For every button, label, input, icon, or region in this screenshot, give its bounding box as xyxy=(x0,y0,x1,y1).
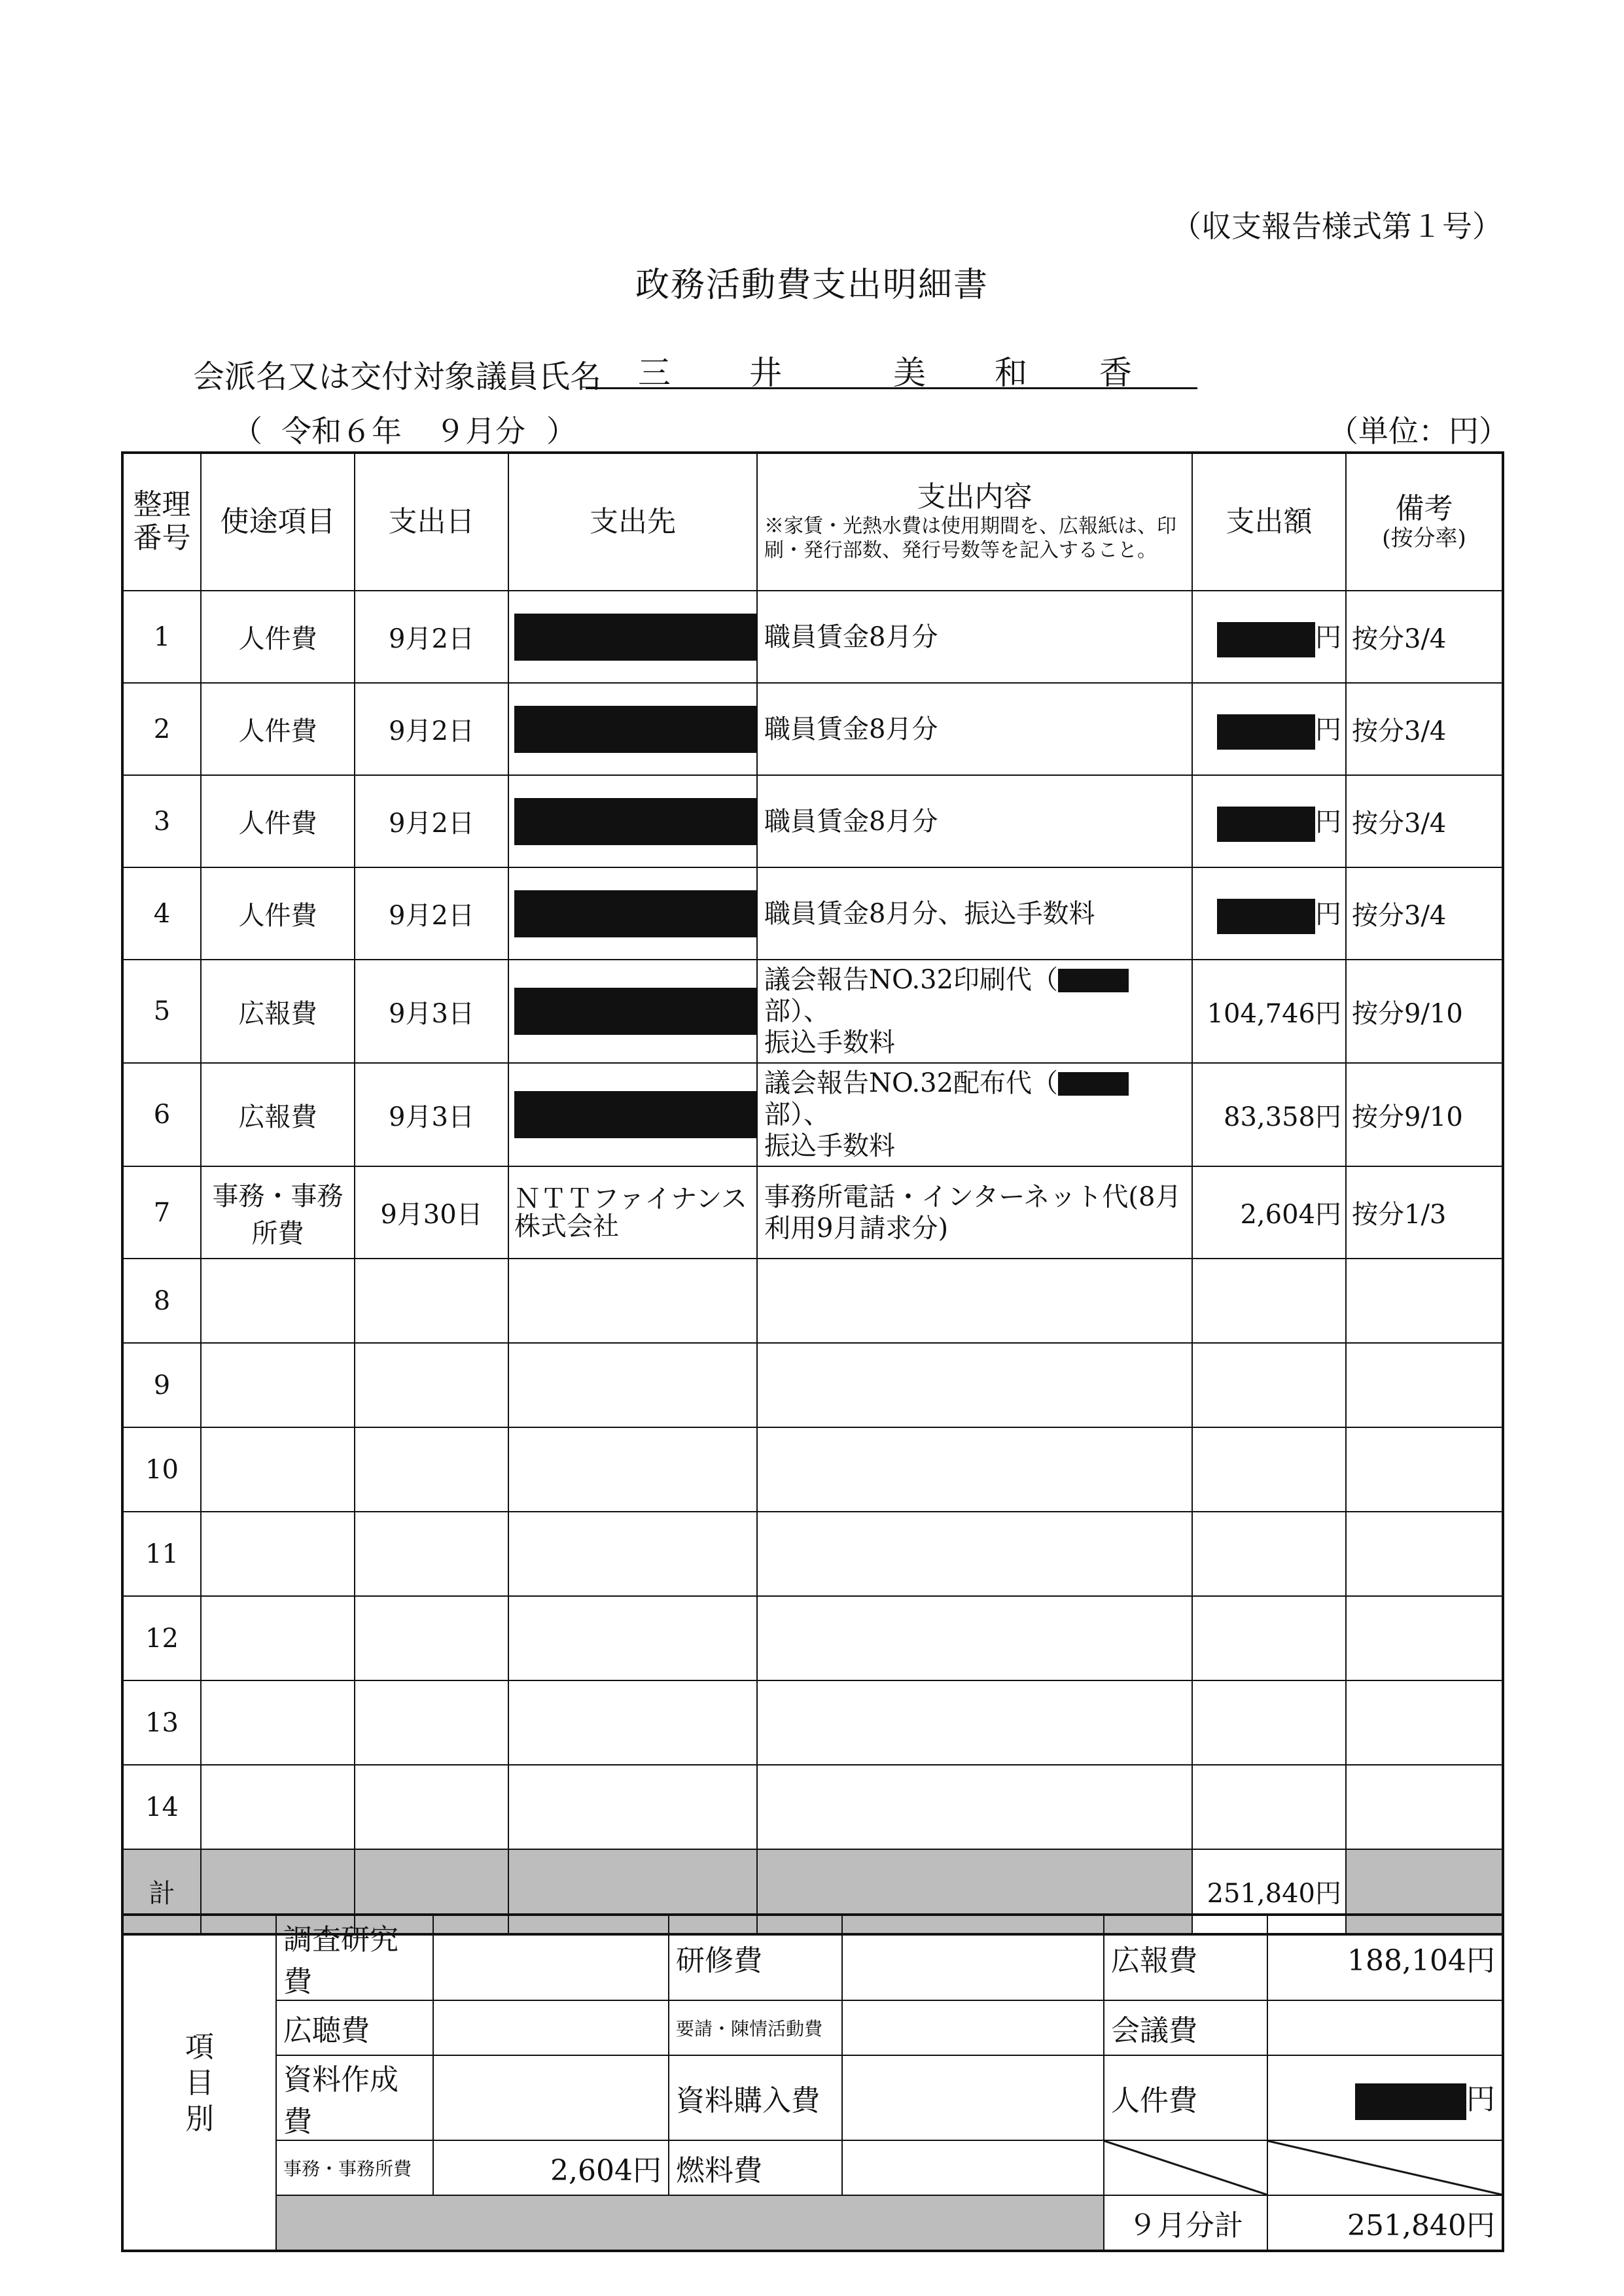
row-remarks: 按分1/3 xyxy=(1346,1166,1503,1259)
table-row xyxy=(122,591,1503,683)
row-description: 議会報告NO.32配布代（部）、 振込手数料 xyxy=(757,1063,1192,1166)
row-amount: 83,358円 xyxy=(1192,1063,1346,1166)
table-row xyxy=(122,1259,1503,1343)
table-row xyxy=(122,775,1503,867)
row-amount: 円 xyxy=(1192,867,1346,960)
summary-office-amount: 2,604円 xyxy=(433,2140,669,2195)
row-number: 5 xyxy=(122,960,201,1063)
summary-month-total-amount: 251,840円 xyxy=(1267,2195,1503,2251)
row-description: 職員賃金8月分 xyxy=(757,591,1192,683)
row-amount: 2,604円 xyxy=(1192,1166,1346,1259)
row-remarks: 按分9/10 xyxy=(1346,1063,1503,1166)
row-remarks: 按分3/4 xyxy=(1346,867,1503,960)
redaction-block xyxy=(514,614,756,661)
redaction-block xyxy=(1217,622,1315,657)
row-date: 9月2日 xyxy=(355,591,508,683)
row-number: 2 xyxy=(122,683,201,775)
summary-month-total-label: ９月分計 xyxy=(1104,2195,1267,2251)
member-name xyxy=(586,347,1197,392)
row-description: 職員賃金8月分 xyxy=(757,683,1192,775)
table-row xyxy=(122,1512,1503,1596)
row-remarks: 按分3/4 xyxy=(1346,683,1503,775)
table-row xyxy=(122,960,1503,1063)
header-content xyxy=(757,453,1192,591)
row-number: 10 xyxy=(122,1427,201,1512)
redaction-block xyxy=(514,706,756,753)
row-date: 9月3日 xyxy=(355,960,508,1063)
summary-diagonal-cell xyxy=(1104,2140,1267,2195)
redaction-block xyxy=(1217,714,1315,750)
row-date: 9月2日 xyxy=(355,683,508,775)
summary-personnel-label: 人件費 xyxy=(1104,2055,1267,2140)
period-month: ９月分 xyxy=(435,413,525,449)
period-open: （ xyxy=(232,413,262,449)
table-header-row xyxy=(122,453,1503,591)
summary-personnel-amount: 円 xyxy=(1267,2055,1503,2140)
header-amount: 支出額 xyxy=(1192,453,1346,591)
row-category: 人件費 xyxy=(201,775,355,867)
row-date: 9月30日 xyxy=(355,1166,508,1259)
header-category: 使途項目 xyxy=(201,453,355,591)
member-name-char: 和 xyxy=(995,354,1027,392)
summary-hearing-label: 広聴費 xyxy=(276,2000,433,2055)
row-description: 職員賃金8月分、振込手数料 xyxy=(757,867,1192,960)
row-payee xyxy=(508,591,757,683)
redaction-block xyxy=(1058,1072,1129,1096)
row-category: 広報費 xyxy=(201,1063,355,1166)
summary-pr-label: 広報費 xyxy=(1104,1915,1267,2000)
row-category: 事務・事務所費 xyxy=(201,1166,355,1259)
row-remarks: 按分3/4 xyxy=(1346,591,1503,683)
summary-pr-amount: 188,104円 xyxy=(1267,1915,1503,2000)
summary-table xyxy=(121,1913,1504,2252)
table-row xyxy=(122,1427,1503,1512)
row-number: 13 xyxy=(122,1680,201,1765)
period-era: 令和６年 xyxy=(281,413,402,449)
row-payee xyxy=(508,867,757,960)
row-category: 人件費 xyxy=(201,867,355,960)
summary-docs-create-label: 資料作成費 xyxy=(276,2055,433,2140)
unit-label: （単位：円） xyxy=(1328,413,1509,449)
redaction-block xyxy=(1355,2083,1466,2120)
summary-diagonal-cell xyxy=(1267,2140,1503,2195)
summary-docs-buy-label: 資料購入費 xyxy=(669,2055,842,2140)
row-amount: 円 xyxy=(1192,591,1346,683)
header-content-note: ※家賃・光熱水費は使用期間を、広報紙は、印刷・発行部数、発行号数等を記入すること。 xyxy=(764,514,1176,563)
row-category: 人件費 xyxy=(201,591,355,683)
row-payee: ＮＴＴファイナンス株式会社 xyxy=(508,1166,757,1259)
row-date: 9月3日 xyxy=(355,1063,508,1166)
member-name-char: 香 xyxy=(1099,354,1132,392)
row-amount: 円 xyxy=(1192,683,1346,775)
table-row xyxy=(122,1596,1503,1680)
row-payee xyxy=(508,683,757,775)
header-remarks xyxy=(1346,453,1503,591)
row-category: 人件費 xyxy=(201,683,355,775)
expense-table xyxy=(121,451,1504,1936)
member-name-char: 三 xyxy=(638,354,671,392)
row-number: 8 xyxy=(122,1259,201,1343)
summary-side-label: 項目別 xyxy=(122,1915,276,2251)
summary-training-label: 研修費 xyxy=(669,1915,842,2000)
period-close: ） xyxy=(546,413,576,449)
row-number: 1 xyxy=(122,591,201,683)
total-label: 計 xyxy=(122,1849,201,1934)
row-payee xyxy=(508,960,757,1063)
row-date: 9月2日 xyxy=(355,867,508,960)
table-row xyxy=(122,1166,1503,1259)
row-number: 12 xyxy=(122,1596,201,1680)
row-payee xyxy=(508,1063,757,1166)
table-row xyxy=(122,1063,1503,1166)
row-date: 9月2日 xyxy=(355,775,508,867)
row-amount: 104,746円 xyxy=(1192,960,1346,1063)
member-name-char: 美 xyxy=(893,354,926,392)
row-number: 4 xyxy=(122,867,201,960)
row-description: 職員賃金8月分 xyxy=(757,775,1192,867)
redaction-block xyxy=(1058,969,1129,992)
header-content-title: 支出内容 xyxy=(917,480,1033,514)
redaction-block xyxy=(1217,807,1315,842)
row-remarks: 按分3/4 xyxy=(1346,775,1503,867)
row-number: 7 xyxy=(122,1166,201,1259)
header-payee: 支出先 xyxy=(508,453,757,591)
redaction-block xyxy=(514,988,756,1035)
document-title: 政務活動費支出明細書 xyxy=(635,266,989,305)
redaction-block xyxy=(1217,899,1315,934)
header-number: 整理番号 xyxy=(122,453,201,591)
summary-fuel-label: 燃料費 xyxy=(669,2140,842,2195)
row-number: 14 xyxy=(122,1765,201,1849)
form-number: （収支報告様式第１号） xyxy=(1171,209,1502,244)
header-remarks-title: 備考 xyxy=(1395,492,1453,526)
row-description: 事務所電話・インターネット代(8月利用9月請求分) xyxy=(757,1166,1192,1259)
header-remarks-sub: (按分率) xyxy=(1382,525,1466,551)
row-remarks: 按分9/10 xyxy=(1346,960,1503,1063)
member-name-char: 井 xyxy=(749,354,782,392)
summary-research-label: 調査研究費 xyxy=(276,1915,433,2000)
row-amount: 円 xyxy=(1192,775,1346,867)
summary-shaded-area xyxy=(276,2195,1104,2251)
row-number: 3 xyxy=(122,775,201,867)
row-number: 11 xyxy=(122,1512,201,1596)
summary-office-label: 事務・事務所費 xyxy=(276,2140,433,2195)
member-label: 会派名又は交付対象議員氏名 xyxy=(193,358,602,395)
header-date: 支出日 xyxy=(355,453,508,591)
table-row xyxy=(122,1343,1503,1427)
row-description: 議会報告NO.32印刷代（部）、 振込手数料 xyxy=(757,960,1192,1063)
summary-petition-label: 要請・陳情活動費 xyxy=(669,2000,842,2055)
row-payee xyxy=(508,775,757,867)
redaction-block xyxy=(514,1091,756,1138)
redaction-block xyxy=(514,798,756,845)
table-row xyxy=(122,867,1503,960)
table-row xyxy=(122,1680,1503,1765)
row-category: 広報費 xyxy=(201,960,355,1063)
redaction-block xyxy=(514,890,756,937)
table-row xyxy=(122,683,1503,775)
row-number: 6 xyxy=(122,1063,201,1166)
total-amount: 251,840円 xyxy=(1192,1849,1346,1934)
summary-meeting-label: 会議費 xyxy=(1104,2000,1267,2055)
row-number: 9 xyxy=(122,1343,201,1427)
table-row xyxy=(122,1765,1503,1849)
